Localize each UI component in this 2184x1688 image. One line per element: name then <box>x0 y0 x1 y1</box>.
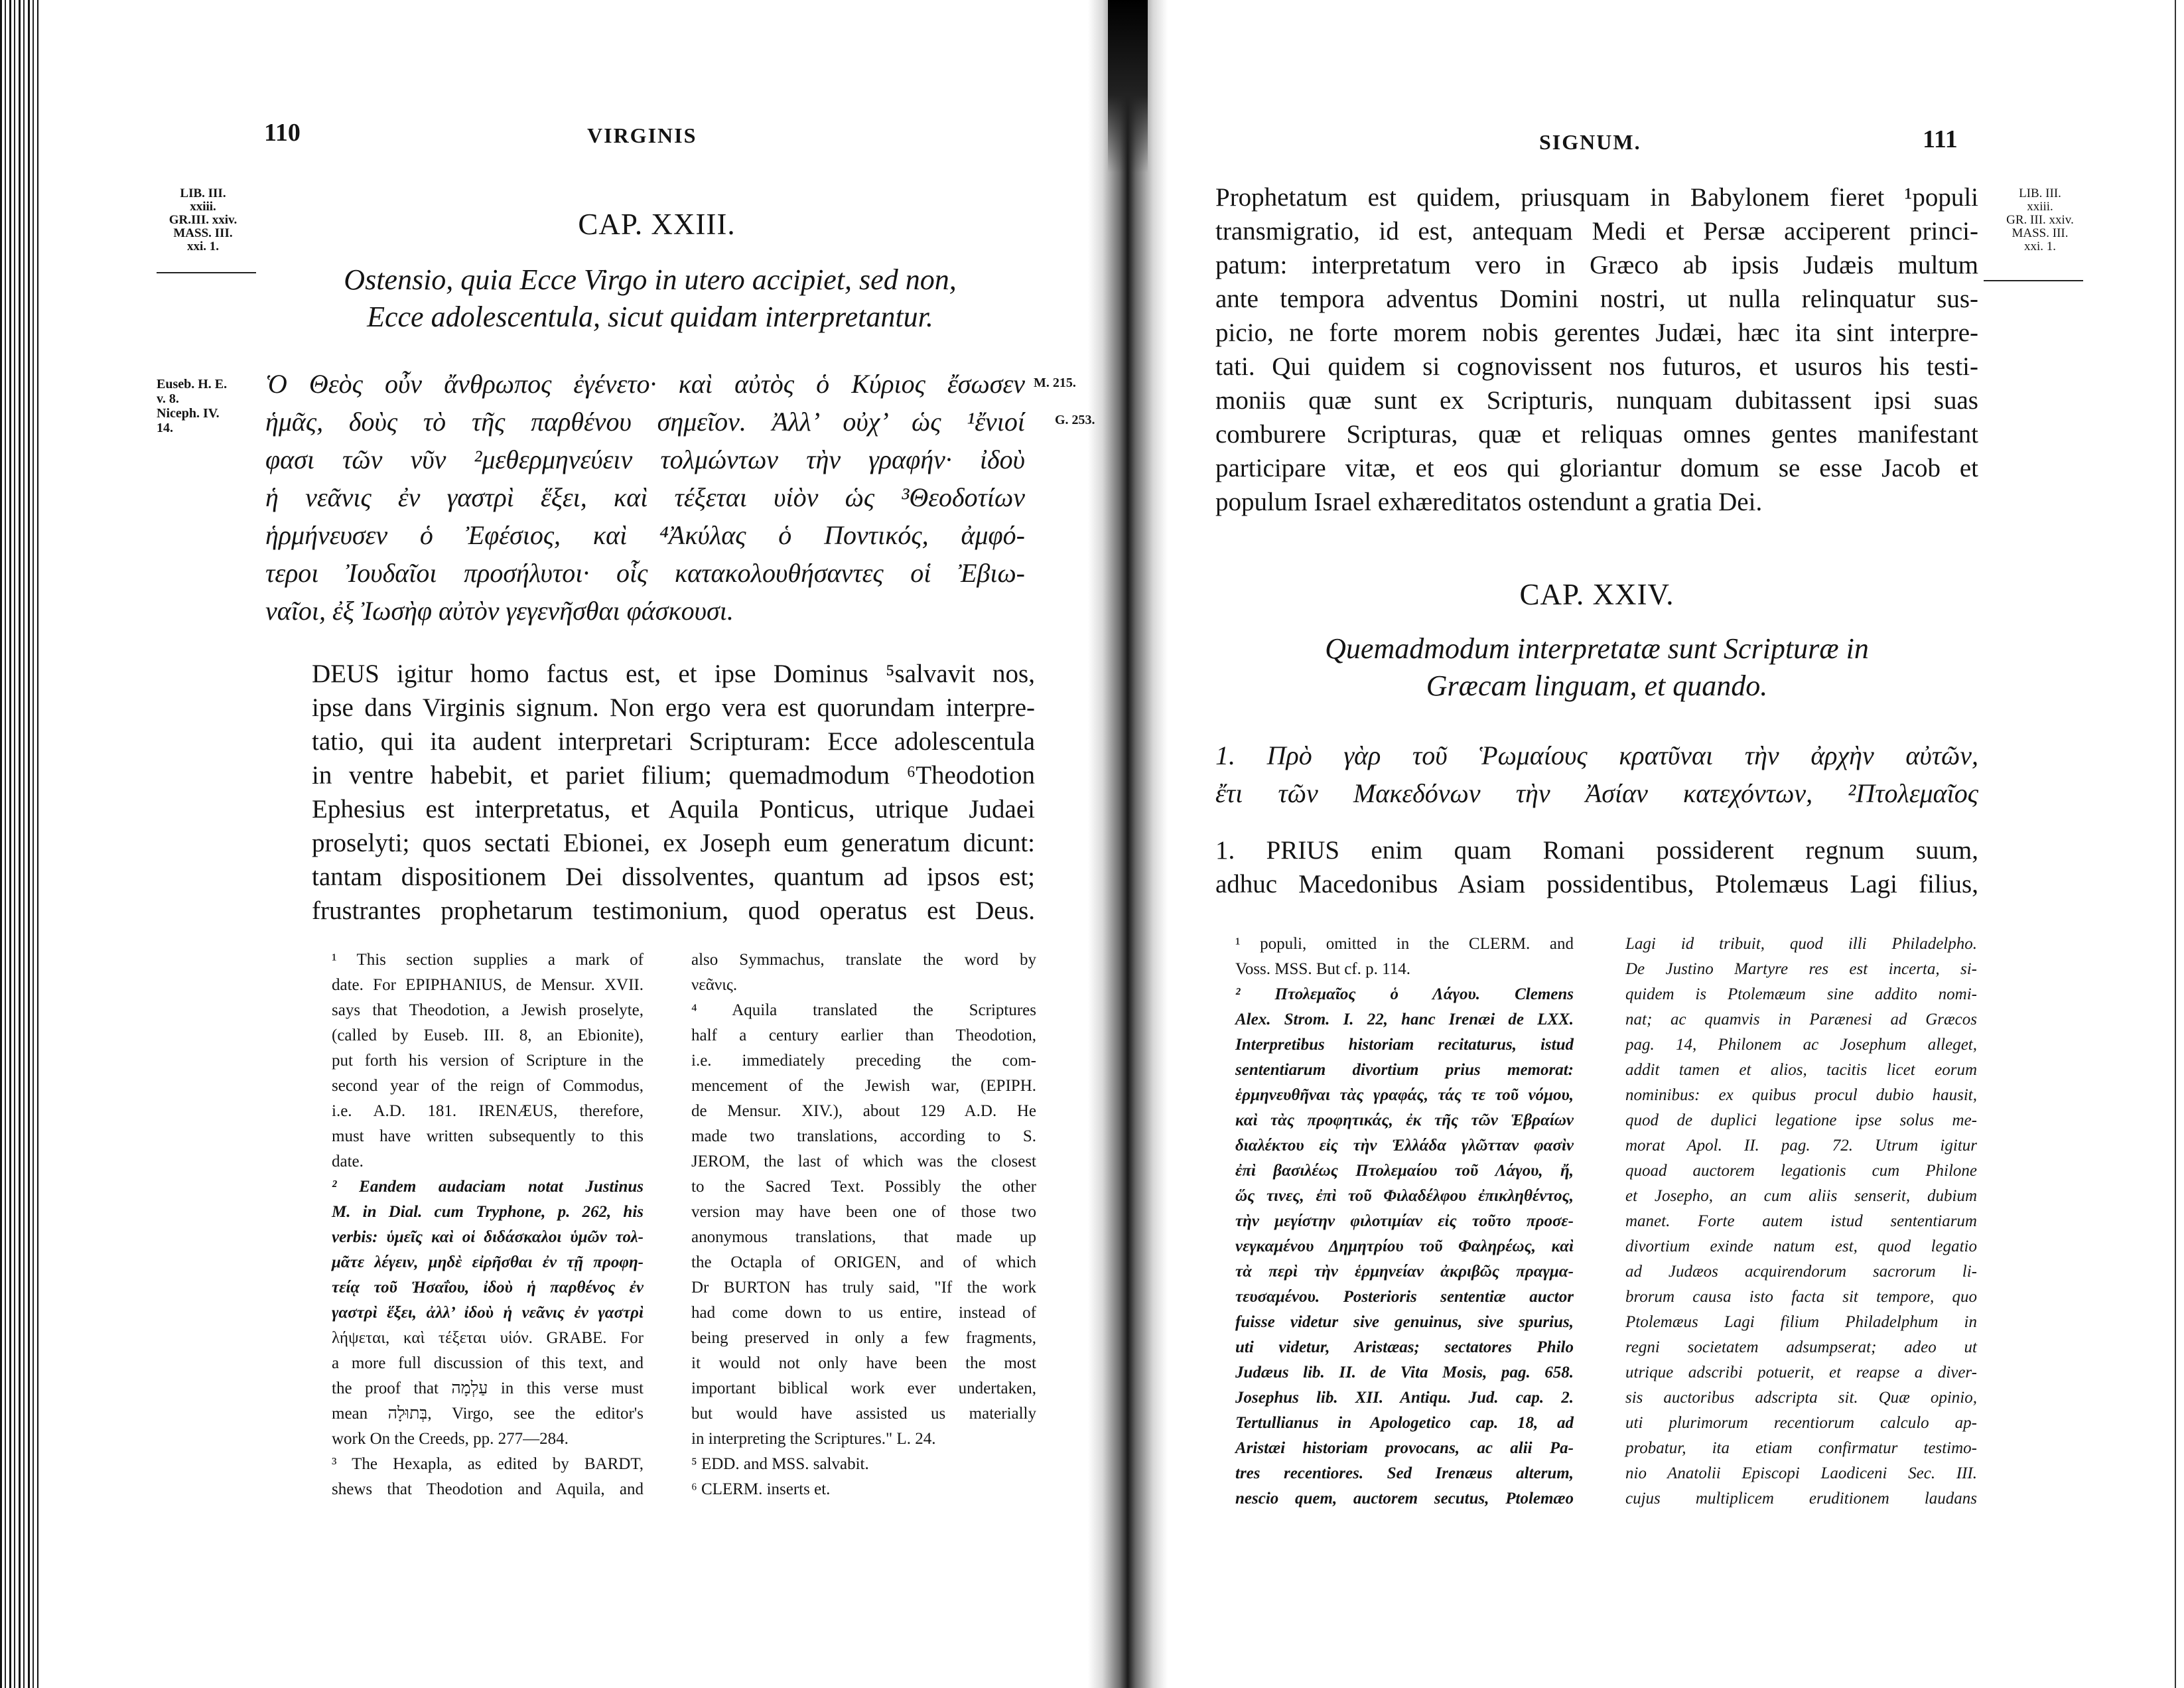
page-edge-right <box>2169 0 2184 1688</box>
source-note-line: Niceph. IV. <box>157 406 220 421</box>
latin-line: populum Israel exhæreditatos ostendunt a gratia Dei. <box>1215 488 1763 516</box>
latin-line: Prophetatum est quidem, priusquam in Babylonem fieret ¹populi <box>1215 183 1978 212</box>
footnote-line: Judæus lib. II. de Vita Mosis, pag. 658. <box>1235 1364 1574 1381</box>
footnote-line: sententiarum divortium prius memorat: <box>1235 1061 1574 1079</box>
greek-line: τεροι Ἰουδαῖοι προσήλυτοι· οἷς κατακολουθήσαντες οἱ Ἐβιω- <box>265 558 1025 588</box>
latin-line: tati. Qui quidem si cognovissent nos futuros, et usuros his testi- <box>1215 352 1978 381</box>
footnote-line: ² Πτολεμαῖος ὁ Λάγου. Clemens <box>1235 985 1574 1003</box>
latin-line: in ventre habebit, et pariet filium; quemadmodum ⁶Theodotion <box>312 761 1035 790</box>
left-page-number: 110 <box>264 119 301 147</box>
footnote-line: but would have assisted us materially <box>691 1405 1036 1423</box>
right-running-head: SIGNUM. <box>1539 130 1641 154</box>
footnote-line: utrique adscribi potuerit, et reapse a diver- <box>1625 1364 1977 1381</box>
footnote-line: date. <box>332 1153 364 1170</box>
greek-line: ἡμᾶς, δοὺς τὸ τῆς παρθένου σημεῖον. Ἀλλ’ οὐχ’ ὡς ¹ἔνιοί <box>265 407 1025 437</box>
footnote-line: i.e. A.D. 181. IRENÆUS, therefore, <box>332 1102 644 1120</box>
footnote-line: anonymous translations, that made up <box>691 1228 1036 1246</box>
greek-ref-grabe: G. 253. <box>1055 413 1095 427</box>
footnote-line: Interpretibus historiam recitaturus, istud <box>1235 1036 1574 1054</box>
subtitle-line: Ostensio, quia Ecce Virgo in utero accipiet, sed non, <box>344 263 957 296</box>
footnote-line: ἐπὶ βασιλέως Πτολεμαίου τοῦ Λάγου, ἤ, <box>1235 1162 1574 1180</box>
footnote-line: nio Anatolii Episcopi Laodiceni Sec. III. <box>1625 1464 1977 1482</box>
footnote-line: Alex. Strom. I. 22, hanc Irenæi de LXX. <box>1235 1011 1574 1028</box>
footnote-line: had come down to us entire, instead of <box>691 1304 1036 1322</box>
footnote-line: τείᾳ τοῦ Ἡσαΐου, ἰδοὺ ἡ παρθένος ἐν <box>332 1279 644 1297</box>
footnote-line: de Mensur. XIV.), about 129 A.D. He <box>691 1102 1036 1120</box>
left-chapter-heading: CAP. XXIII. <box>578 208 736 241</box>
footnote-line: quoad auctorem legationis cum Philone <box>1625 1162 1977 1180</box>
latin-line: frustrantes prophetarum testimonium, quod operatus est Deus. <box>312 896 1035 925</box>
footnote-line: shews that Theodotion and Aquila, and <box>332 1480 644 1498</box>
latin-line: DEUS igitur homo factus est, et ipse Dominus ⁵salvavit nos, <box>312 660 1035 688</box>
latin-line: proselyti; quos sectati Ebionei, ex Joseph eum generatum dicunt: <box>312 829 1035 857</box>
margin-ref-line: MASS. III. <box>2012 226 2069 240</box>
footnote-line: Dr BURTON has truly said, "If the work <box>691 1279 1036 1297</box>
footnote-line: ² Eandem audaciam notat Justinus <box>332 1178 644 1196</box>
subtitle-line: Ecce adolescentula, sicut quidam interpretantur. <box>367 301 933 333</box>
footnote-line: important biblical work ever undertaken, <box>691 1379 1036 1397</box>
margin-ref-line: MASS. III. <box>173 226 233 240</box>
latin-line: transmigratio, id est, antequam Medi et Persæ acciperent princi- <box>1215 217 1978 246</box>
footnote-line: put forth his version of Scripture in the <box>332 1052 644 1070</box>
footnote-line: to the Sacred Text. Possibly the other <box>691 1178 1036 1196</box>
footnote-line: νεᾶνις. <box>691 976 738 994</box>
footnote-line: διαλέκτου εἰς τὴν Ἑλλάδα γλῶτταν φασὶν <box>1235 1137 1574 1155</box>
latin-line: tantam dispositionem Dei dissolventes, quantum ad ipsos est; <box>312 863 1035 891</box>
margin-ref-line: GR.III. xxiv. <box>169 213 238 227</box>
left-running-head: VIRGINIS <box>587 123 697 147</box>
footnote-line: nat; ac quamvis in Parænesi ad Græcos <box>1625 1011 1977 1028</box>
footnote-line: brorum causa isto facta sit tempore, quo <box>1625 1288 1977 1306</box>
footnote-line: JEROM, the last of which was the closest <box>691 1153 1036 1170</box>
footnote-line: γαστρὶ ἕξει, ἀλλ’ ἰδοὺ ἡ νεᾶνις ἐν γαστρὶ <box>332 1304 644 1322</box>
footnote-line: τὰ περὶ τὴν ἑρμηνείαν ἀκριβῶς πραγμα- <box>1235 1263 1574 1281</box>
footnote-line: nescio quem, auctorem secutus, Ptolemæo <box>1235 1490 1574 1508</box>
footnote-line: a more full discussion of this text, and <box>332 1354 644 1372</box>
margin-ref-line: xxi. 1. <box>2023 240 2057 253</box>
footnote-line: verbis: ὑμεῖς καὶ οἱ διδάσκαλοι ὑμῶν τολ- <box>332 1228 644 1246</box>
margin-ref-line: xxi. 1. <box>186 240 220 253</box>
margin-rule <box>1984 280 2083 281</box>
footnote-line: the Octapla of ORIGEN, and of which <box>691 1253 1036 1271</box>
margin-ref-line: LIB. III. <box>180 186 226 200</box>
margin-ref-line: xxiii. <box>190 200 216 214</box>
latin-line: adhuc Macedonibus Asiam possidentibus, Ptolemæus Lagi filius, <box>1215 870 1978 898</box>
footnote-line: Josephus lib. XII. Antiqu. Jud. cap. 2. <box>1235 1389 1574 1407</box>
left-greek-text <box>265 365 1025 630</box>
footnote-line: ⁵ EDD. and MSS. salvabit. <box>691 1455 869 1473</box>
footnote-line: work On the Creeds, pp. 277—284. <box>332 1430 569 1448</box>
footnote-line: in interpreting the Scriptures." L. 24. <box>691 1430 936 1448</box>
footnote-line: μᾶτε λέγειν, μηδὲ εἰρῆσθαι ἐν τῇ προφη- <box>332 1253 644 1271</box>
footnote-line: it would not only have been the most <box>691 1354 1036 1372</box>
latin-line: moniis quæ sunt ex Scripturis, nunquam dubitassent ipsi suas <box>1215 386 1978 415</box>
greek-line: ἔτι τῶν Μακεδόνων τὴν Ἀσίαν κατεχόντων, ²Πτολεμαῖος <box>1215 778 1978 808</box>
margin-rule <box>157 272 256 273</box>
footnote-line: regni societatem adsumpserat; adeo ut <box>1625 1338 1977 1356</box>
source-note-line: 14. <box>157 421 173 435</box>
left-latin-text <box>312 657 1035 928</box>
latin-line: ipse dans Virginis signum. Non ergo vera est quorundam interpre- <box>312 693 1035 722</box>
footnote-line: mencement of the Jewish war, (EPIPH. <box>691 1077 1036 1095</box>
footnote-line: sis auctoribus adscripta sit. Quæ opinio, <box>1625 1389 1977 1407</box>
footnote-line: Lagi id tribuit, quod illi Philadelpho. <box>1625 935 1977 953</box>
footnote-line: νεγκαμένου Δημητρίου τοῦ Φαληρέως, καὶ <box>1235 1237 1574 1255</box>
footnote-line: fuisse videtur sive genuinus, sive spurius, <box>1235 1313 1574 1331</box>
page-edge-left <box>0 0 38 1688</box>
left-margin-reference <box>157 187 249 253</box>
footnote-line: version may have been one of those two <box>691 1203 1036 1221</box>
footnote-line: morat Apol. II. pag. 72. Utrum igitur <box>1625 1137 1977 1155</box>
right-latin-section <box>1215 833 1978 901</box>
source-note-line: v. 8. <box>157 391 179 406</box>
footnote-line: ad Judæos acquirendorum sacrorum li- <box>1625 1263 1977 1281</box>
greek-line: 1. Πρὸ γὰρ τοῦ Ῥωμαίους κρατῦναι τὴν ἀρχὴν αὐτῶν, <box>1215 740 1978 770</box>
footnote-line: probatur, ita etiam confirmatur testimo- <box>1625 1439 1977 1457</box>
footnote-line: uti plurimorum recentiorum calculo ap- <box>1625 1414 1977 1432</box>
footnote-line: i.e. immediately preceding the com- <box>691 1052 1036 1070</box>
greek-line: ναῖοι, ἐξ Ἰωσὴφ αὐτὸν γεγενῆσθαι φάσκουσι. <box>265 596 734 626</box>
footnote-line: Ptolemæus Lagi filium Philadelphum in <box>1625 1313 1977 1331</box>
footnote-line: the proof that עַלְמָה in this verse must <box>332 1379 644 1397</box>
latin-line: participare vitæ, et eos qui gloriantur domum se esse Jacob et <box>1215 454 1978 482</box>
footnote-line: half a century earlier than Theodotion, <box>691 1026 1036 1044</box>
footnote-line: quod de duplici legatione ipse solus me- <box>1625 1111 1977 1129</box>
left-footnotes-col1 <box>312 948 644 1502</box>
right-footnotes-col2 <box>1605 932 1977 1512</box>
footnote-line: Aristæi historiam provocans, ac alii Pa- <box>1235 1439 1574 1457</box>
footnote-line: λήψεται, καὶ τέξεται υἱόν. GRABE. For <box>332 1329 644 1347</box>
footnote-line: M. in Dial. cum Tryphone, p. 262, his <box>332 1203 644 1221</box>
footnote-line: tres recentiores. Sed Irenæus alterum, <box>1235 1464 1574 1482</box>
footnote-line: must have written subsequently to this <box>332 1127 644 1145</box>
latin-line: comburere Scripturas, quæ et reliquas omnes gentes manifestant <box>1215 420 1978 449</box>
subtitle-line: Græcam linguam, et quando. <box>1426 669 1768 702</box>
footnote-line: ¹ populi, omitted in the CLERM. and <box>1235 935 1574 953</box>
footnote-line: Voss. MSS. But cf. p. 114. <box>1235 960 1410 978</box>
footnote-line: ¹ This section supplies a mark of <box>332 951 644 969</box>
footnote-line: De Justino Martyre res est incerta, si- <box>1625 960 1977 978</box>
footnote-line: also Symmachus, translate the word by <box>691 951 1036 969</box>
footnote-line: pag. 14, Philonem ac Josephum alleget, <box>1625 1036 1977 1054</box>
footnote-line: says that Theodotion, a Jewish proselyte, <box>332 1001 644 1019</box>
footnote-line: ³ The Hexapla, as edited by BARDT, <box>332 1455 644 1473</box>
right-chapter-subtitle <box>1215 630 1978 705</box>
footnote-line: uti videtur, Aristæas; sectatores Philo <box>1235 1338 1574 1356</box>
footnote-line: quidem is Ptolemæum sine addito nomi- <box>1625 985 1977 1003</box>
greek-line: ἡ νεᾶνις ἐν γαστρὶ ἕξει, καὶ τέξεται υἱὸν ὡς ³Θεοδοτίων <box>265 482 1025 512</box>
footnote-line: manet. Forte autem istud sententiarum <box>1625 1212 1977 1230</box>
latin-line: tatio, qui ita audent interpretari Scripturam: Ecce adolescentula <box>312 727 1035 756</box>
footnote-line: τὴν μεγίστην φιλοτιμίαν εἰς τοῦτο προσε- <box>1235 1212 1574 1230</box>
greek-ref-massuet: M. 215. <box>1034 376 1076 390</box>
footnote-line: ⁴ Aquila translated the Scriptures <box>691 1001 1036 1019</box>
footnote-line: date. For EPIPHANIUS, de Mensur. XVII. <box>332 976 644 994</box>
footnote-line: addit tamen et alios, tacitis licet eorum <box>1625 1061 1977 1079</box>
book-gutter <box>1088 0 1168 1688</box>
margin-ref-line: xxiii. <box>2027 200 2053 214</box>
right-chapter-heading: CAP. XXIV. <box>1519 578 1674 611</box>
footnote-line: ἑρμηνευθῆναι τὰς γραφάς, τάς τε τοῦ νόμου, <box>1235 1086 1574 1104</box>
footnote-line: καὶ τὰς προφητικάς, ἐκ τῆς τῶν Ἑβραίων <box>1235 1111 1574 1129</box>
right-page-number: 111 <box>1923 125 1958 153</box>
footnote-line: being preserved in only a few fragments, <box>691 1329 1036 1347</box>
footnote-line: et Josepho, an cum aliis senserit, dubium <box>1625 1187 1977 1205</box>
greek-line: Ὁ Θεὸς οὖν ἄνθρωπος ἐγένετο· καὶ αὐτὸς ὁ Κύριος ἔσωσεν <box>265 369 1025 399</box>
footnote-line: second year of the reign of Commodus, <box>332 1077 644 1095</box>
latin-line: ante tempora adventus Domini nostri, ut nulla relinquatur sus- <box>1215 285 1978 313</box>
margin-ref-line: LIB. III. <box>2019 186 2061 200</box>
footnote-line: τευσαμένου. Posterioris sententiæ auctor <box>1235 1288 1574 1306</box>
footnote-line: Tertullianus in Apologetico cap. 18, ad <box>1235 1414 1574 1432</box>
footnote-line: cujus multiplicem eruditionem laudans <box>1625 1490 1977 1508</box>
source-note-line: Euseb. H. E. <box>157 377 228 391</box>
source-note <box>157 377 256 435</box>
left-chapter-subtitle <box>252 261 1048 336</box>
greek-line: φασι τῶν νῦν ²μεθερμηνεύειν τολμώντων τὴν γραφήν· ἰδοὺ <box>265 445 1025 474</box>
subtitle-line: Quemadmodum interpretatæ sunt Scripturæ in <box>1325 632 1869 665</box>
greek-line: ἡρμήνευσεν ὁ Ἐφέσιος, καὶ ⁴Ἀκύλας ὁ Ποντικός, ἀμφό- <box>265 520 1025 550</box>
footnote-line: made two translations, according to S. <box>691 1127 1036 1145</box>
latin-line: Ephesius est interpretatus, et Aquila Ponticus, utrique Judaei <box>312 795 1035 823</box>
footnote-line: ὥς τινες, ἐπὶ τοῦ Φιλαδέλφου ἐπικληθέντος, <box>1235 1187 1574 1205</box>
right-footnotes-col1 <box>1215 932 1574 1512</box>
margin-ref-line: GR. III. xxiv. <box>2006 213 2074 227</box>
latin-line: patum: interpretatum vero in Græco ab ipsis Judæis multum <box>1215 251 1978 279</box>
latin-line: 1. PRIUS enim quam Romani possiderent regnum suum, <box>1215 836 1978 865</box>
footnote-line: nominibus: ex quibus procul dubio hausit, <box>1625 1086 1977 1104</box>
latin-line: picio, ne forte morem nobis gerentes Judæi, hæc ita sint interpre- <box>1215 318 1978 347</box>
right-latin-text <box>1215 180 1978 519</box>
gutter-shadow <box>1108 0 1148 173</box>
right-greek-text <box>1215 737 1978 812</box>
footnote-line: (called by Euseb. III. 8, an Ebionite), <box>332 1026 644 1044</box>
right-margin-reference <box>1990 187 2090 253</box>
footnote-line: ⁶ CLERM. inserts et. <box>691 1480 831 1498</box>
footnote-line: mean בְּתוּלָה, Virgo, see the editor's <box>332 1405 644 1423</box>
footnote-line: divortium exinde natum est, quod legatio <box>1625 1237 1977 1255</box>
left-footnotes-col2 <box>671 948 1036 1502</box>
